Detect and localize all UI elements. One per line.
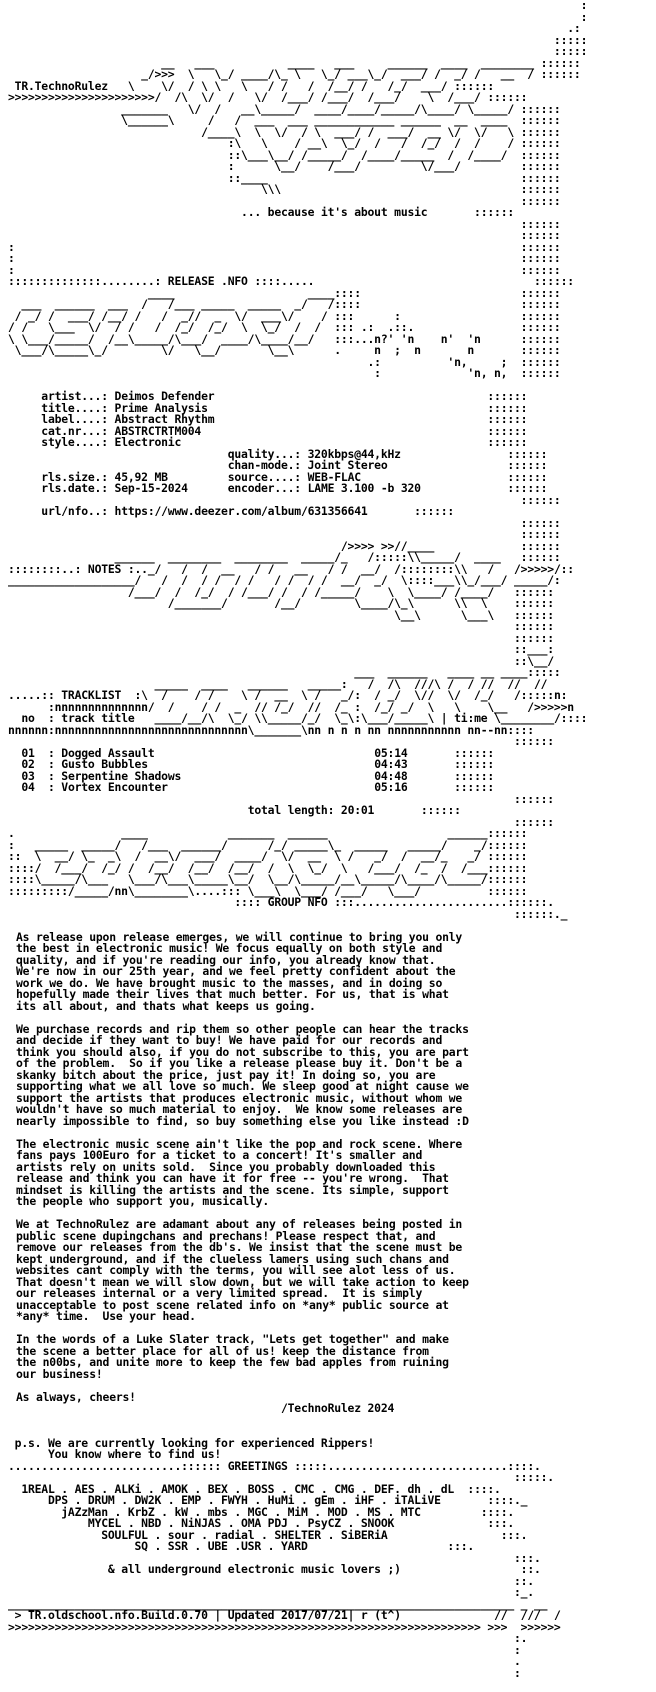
group-nfo-paragraph: The electronic music scene ain't like the pop and rock scene. Where fans pays 100Euro for a ticket to a concert! It's smaller and artists rely on units sold. Since you probably downloaded this release and think you can have it for free -- you're wrong. That mindset is killing the artists and the scene. Its simple, support the people who support you, musically. — [16, 1136, 463, 1208]
section-group-nfo: GROUP NFO — [267, 895, 328, 909]
release-source: WEB-FLAC — [307, 469, 361, 484]
release-size: 45,92 MB — [114, 469, 168, 484]
group-signature: /TechnoRulez 2024 — [280, 1401, 395, 1415]
greetings-line: DPS . DRUM . DW2K . EMP . FWYH . HuMi . gEm . iHF . iTALiVE — [47, 1493, 441, 1507]
track-no: 01 — [21, 745, 35, 760]
release-title: Prime Analysis — [114, 400, 208, 415]
release-url[interactable]: https://www.deezer.com/album/631356641 — [114, 504, 368, 518]
greetings-line: SOULFUL . sour . radial . SHELTER . SiBERiA — [101, 1527, 388, 1542]
release-quality: 320kbps@44,kHz — [307, 446, 401, 461]
release-label: Abstract Rhythm — [114, 412, 215, 426]
tracklist-header: ___ ______ ____ __ ____::::: _____ ____ ______ _____: / /\ ///\ / / // // // .....:: TRACKLIST :\ / / / \ / __ \ / _/: / _/ \// \/ /_/ /:::::n: :nnnnnnnnnnnnnn/ / / / _ // /_/ // /_ : /_/ _/ \ \ \__ />>>>>n no : track title ____/__/\ \_/ \\_____/_/ \_\:\___/_____\ | ti:me \________/:::: nnnnnn:nnnnnnnnnnnnnnnnnnnnnnnnnnnnn\_______\nn n n n nn nnnnnnnnnnn nn--nn:::: :::::: — [8, 665, 588, 748]
footer-updated: Updated 2017/07/21 — [227, 1608, 348, 1622]
footer-bar: ____________________________________________________________________________ _ __ > TR.oldschool.nfo.Build.0.70 | Updated 2017/07/21| r (t^) // /// / >>>>>>>>>>>>>>>>>>>>>>>>>>>>>>>>>>>>>>>>>>>>>>>>>>>>>>>>>>>>>>>>>>>>>>> >>> >>>>>> :. : . : — [8, 1596, 561, 1680]
track-time: 05:16 — [374, 780, 408, 794]
group-nfo-paragraph: As always, cheers! — [16, 1389, 136, 1404]
section-notes: NOTES — [87, 561, 122, 576]
tracklist-col-title: track title — [61, 711, 135, 725]
track-title: Dogged Assault — [61, 745, 155, 760]
group-nfo-header: . ____ _______ ______ ______:::::: : _____ _____/ /___ ______/ /_/ _____\_ _____ _____/ _/:::::: :: \ __/ \_ _\ / __\/ ___/ ____/ \/ __ \ / _/ / __/_ _/ :::::: ::::/ /___/ /_/ / /__/ /__/ /__/ / \ \_/ \ /___/ /_ / /___:::::: ::::\_____/\___ \___/\___\_____\__/ \__/\_____/__\_____/\____/\_____/:::::: :::::::::/_____/nn\________\....::: \___\ \___/ /___/ \___/ :::::: :::: GROUP NFO :::.......................::::::. ::::::._ — [8, 826, 568, 921]
release-encoder: LAME 3.100 -b 320 — [307, 481, 421, 495]
track-title: Vortex Encounter — [61, 780, 168, 794]
greetings-header: ..........................:::::: GREETINGS :::::...........................::::. :::::. — [8, 1458, 554, 1484]
greetings-list: 1REAL . AES . ALKi . AMOK . BEX . BOSS . CMC . CMG . DEF. dh . dL ::::. DPS . DRUM . DW2K . EMP . FWYH . HuMi . gEm . iHF . iTALiVE ::::._ jAZzMan . KrbZ . kW . mbs . MGC . MiM . MOD . MS . MTC ::::. MYCEL . NBD . NiNJAS . OMA PDJ . PsyCZ . SNOOK :::. SOULFUL . sour . radial . SHELTER . SiBERiA :::. SQ . SSR . UBE .USR . YARD :::. :::. & all underground electronic music lovers ;) ::. ::. :_. — [21, 1481, 541, 1599]
greetings-line: SQ . SSR . UBE .USR . YARD — [134, 1539, 308, 1553]
ps-line-2: You know where to find us! — [47, 1447, 222, 1461]
release-chan-mode: Joint Stereo — [307, 458, 388, 472]
greetings-line: MYCEL . NBD . NiNJAS . OMA PDJ . PsyCZ . SNOOK — [87, 1516, 395, 1530]
footer-mark: r (t^) — [360, 1608, 401, 1622]
track-time: 04:43 — [374, 757, 408, 771]
group-nfo-paragraph: We at TechnoRulez are adamant about any of releases being posted in public scene dupingchans and prechans! Please respect that, and remove our releases from the db's. We insist that the scene must be kept underground, and if the clueless lamers using such chans and websites cant comply with the terms, you will see alot less of us. That doesn't mean we will slow down, but we will take action to keep our releases internal or a very limited spread. It is simply unacceptable to post scene related info on *any* public source at *any* time. Use your head. — [16, 1217, 469, 1323]
total-length-label: total length: — [247, 803, 335, 817]
track-title: Gusto Bubbles — [61, 757, 148, 771]
group-tag: TR.TechnoRulez — [14, 78, 108, 93]
group-nfo-paragraph: As release upon release emerges, we will continue to bring you only the best in electronic music! We focus equally on both style and quality, and if you're reading our info, you already know that. We're now in our 25th year, and we feel pretty confident about the work we do. We have brought music to the masses, and in doing so hopefully made their lives that much better. For us, that is what its all about, and thats what keeps us going. — [16, 929, 463, 1013]
track-no: 03 — [21, 768, 35, 783]
track-time: 04:48 — [374, 768, 408, 783]
release-date: Sep-15-2024 — [114, 481, 188, 495]
release-nfo-header: : :::::: : :::::: : :::::: ::::::::::::::........: RELEASE .NFO ::::..... :::::: ____ ____:::: :::::: ___ ______ ___ / /___ _____ _____ _/ /:::: :::::: / _/ / ___/ /__/ / / _// _ \/ ___\/ / ::: : :::::: / / \___ \/ / / / /_/ /_/ \ \_/ / / ::: .: .::. :::::: \ \___/_____/ /__\_____/\___/ ____/\____/__/ :::...n?' 'n n' 'n :::::: \___/\_____\_/ \/ \__/ \__\ . n ; n n :::::: .: 'n, ; :::::: : 'n, n, :::::: — [8, 239, 574, 380]
section-release-nfo: RELEASE .NFO — [167, 274, 248, 288]
track-time: 05:14 — [374, 745, 408, 760]
tracklist-table: 01 : Dogged Assault 05:14 :::::: 02 : Gusto Bubbles 04:43 :::::: 03 : Serpentine Shadows 04:48 :::::: 04 : Vortex Encounter 05:16 :::::: :::::: total length: 20:01 :::::: :::::: — [21, 745, 554, 829]
nfo-document: : : .: ::::: ::::: __ ___ ____ ___ ______ ____ ________ :::::: _/>>> \ \_/ ____/\_ \ \_/ ___\_/ ___/ / _/ / __ / :::::: TR.TechnoRulez \ \/ / \ \ \ / / / /__/ / /_/ ___/ :::::: >>>>>>>>>>>>>>>>>>>>>>/ /\ \/ / \/ /___/ /___/ /___/ \ /___/ :::::: _______ \/ / __\_____/ ____/____/_____/\____/ \_____/ :::::: \______\ / / ___ ___ ____________ ______ __ ____ :::::: /____\ \ \/ / \ ___/ / ___/ __ \/ \/ \ :::::: :\ \ / __\ \_/ / / /_/ / / / :::::: ::\___\__/ /_____/ /____/_____ / /____/ :::::: : \__/ /___/ \/___/ :::::: ::____ :::::: \\\ :::::: :::::: ... because it's about music :::::: :::::: :::::: : :::::: : :::::: : :::::: ::::::::::::::........: RELEASE .NFO ::::..... :::::: ____ ____:::: :::::: ___ ______ ___ / /___ _____ _____ _/ /:::: :::::: / _/ / ___/ /__/ / / _// _ \/ ___\/ / ::: : :::::: / / \___ \/ / / / /_/ /_/ \ \_/ / / ::: .: .::. :::::: \ \___/_____/ /__\_____/\___/ ____/\____/__/ :::...n?' 'n n' 'n :::::: \___/\_____\_/ \/ \__/ \__\ . n ; n n :::::: .: 'n, ; :::::: : 'n, n, :::::: artist...: Deimos Defender :::::: title....: Prime Analysis :::::: label....: Abstract Rhythm :::::: cat.nr...: ABSTRCTRTM004 :::::: style....: Electronic :::::: quality...: 320kbps@44,kHz :::::: chan-mode.: Joint Stereo :::::: rls.size.: 45,92 MB source....: WEB-FLAC :::::: rls.date.: Sep-15-2024 encoder...: LAME 3.100 -b 320 :::::: :::::: url/nfo..: https://www.deezer.com/album/631356641 :::::: :::::: :::::: />>>> >>//____ :::::: ______ ________ ________ _____/_ /:::::\\_____/ ____ :::::: ::::::::..: NOTES :.._/ / / __ / / __ / / __/ /::::::::\\ / />>>>>/:: ___________________/ / / / / / / / / / / __/ _/ \::::___\\_/___/ _____/: /___/ / /_/ / /___/ / / /_____/ \ \____/ /____/ :::::: /_______/ /__/ \____/\_\ \\ \ :::::: \__\ \___\ :::::: :::::: :::::: ::___: ::\__/ ___ ______ ____ __ ____::::: _____ ____ ______ _____: / /\ ///\ / / // // // .....:: TRACKLIST :\ / / / \ / __ \ / _/: / _/ \// \/ /_/ /:::::n: :nnnnnnnnnnnnnn/ / / / _ // /_/ // /_ : /_/ _/ \ \ \__ />>>>>n no : track title ____/__/\ \_/ \\_____/_/ \_\:\___/_____\ | ti:me \________/:::: nnnnnn:nnnnnnnnnnnnnnnnnnnnnnnnnnnnn\_______\nn n n n nn nnnnnnnnnnn nn--nn:::: :::::: 01 : Dogged Assault 05:14 :::::: 02 : Gusto Bubbles 04:43 :::::: 03 : Serpentine Shadows 04:48 :::::: 04 : Vortex Encounter 05:16 :::::: :::::: total length: 20:01 :::::: :::::: . ____ _______ ______ ______:::::: : _____ _____/ /___ ______/ /_/ _____\_ _____ _____/ _/:::::: :: \ __/ \_ _\ / __\/ ___/ ____/ \/ __ \ / _/ / __/_ _/ :::::: ::::/ /___/ /_/ / /__/ /__/ /__/ / \ \_/ \ /___/ /_ / /___:::::: ::::\_____/\___ \___/\___\_____\__/ \__/\_____/__\_____/\____/\_____/:::::: :::::::::/_____/nn\________\....::: \___\ \___/ /___/ \___/ :::::: :::: GROUP NFO :::.......................::::::. ::::::._ As release upon release emerges, we will continue to bring you only the best in electronic music! We focus equally on both style and quality, and if you're reading our info, you already know that. We're now in our 25th year, and we feel pretty confident about the work we do. We have brought music to the masses, and in doing so hopefully made their lives that much better. For us, that is what its all about, and thats what keeps us going. We purchase records and rip them so other people can hear the tracks and decide if they want to buy! We have paid for our records and think you should also, if you do not subscribe to this, you are part of the problem. So if you like a release please buy it. Don't be a skanky bitch about the price, just pay it! In doing so, you are supporting what we all love so much. We sleep good at night cause we support the artists that produces electronic music, without whom we wouldn't have so much material to enjoy. We know some releases are nearly impossible to find, so buy something else you like instead :D The electronic music scene ain't like the pop and rock scene. Where fans pays 100Euro for a ticket to a concert! It's smaller and artists rely on units sold. Since you probably downloaded this release and think you can have it for free -- you're wrong. That mindset is killing the artists and the scene. Its simple, support the people who support you, musically. We at TechnoRulez are adamant about any of releases being posted in public scene dupingchans and prechans! Please respect that, and remove our releases from the db's. We insist that the scene must be kept underground, and if the clueless lamers using such chans and websites cant comply with the terms, you will see alot less of us. That doesn't mean we will slow down, but we will take action to keep our releases internal or a very limited spread. It is simply unacceptable to post scene related info on *any* public source at *any* time. Use your head. In the words of a Luke Slater track, "Lets get together" and make the scene a better place for all of us! keep the distance from the n00bs, and unite more to keep the few bad apples from ruining our business! As always, cheers! /TechnoRulez 2024 p.s. We are currently looking for experienced Rippers! You know where to find us! ..........................:::::: GREETINGS :::::...........................::::. :::::. 1REAL . AES . ALKi . AMOK . BEX . BOSS . CMC . CMG . DEF. dh . dL ::::. DPS . DRUM . DW2K . EMP . FWYH . HuMi . gEm . iHF . iTALiVE ::::._ jAZzMan . KrbZ . kW . mbs . MGC . MiM . MOD . MS . MTC ::::. MYCEL . NBD . NiNJAS . OMA PDJ . PsyCZ . SNOOK :::. SOULFUL . sour . radial . SHELTER . SiBERiA :::. SQ . SSR . UBE .USR . YARD :::. :::. & all underground electronic music lovers ;) ::. ::. :_. ____________________________________________________________________________ _ __ > TR.oldschool.nfo.Build.0.70 | Updated 2017/07/21| r (t^) // /// / >>>>>>>>>>>>>>>>>>>>>>>>>>>>>>>>>>>>>>>>>>>>>>>>>>>>>>>>>>>>>>>>>>>>>>> >>> >>>>>> :. : . : — [8, 0, 648, 1692]
track-title: Serpentine Shadows — [61, 768, 182, 783]
greetings-closing: & all underground electronic music lovers ;) — [107, 1562, 401, 1576]
tracklist-col-time: ti:me — [454, 711, 488, 725]
footer-build: TR.oldschool.nfo.Build.0.70 — [27, 1608, 208, 1622]
section-greetings: GREETINGS — [227, 1458, 288, 1473]
header-ascii-logo: : : .: ::::: ::::: __ ___ ____ ___ ______ ____ ________ :::::: _/>>> \ \_/ ____/\_ \ \_/ ___\_/ ___/ / _/ / __ / :::::: TR.TechnoRulez \ \/ / \ \ \ / / / /__/ / /_/ ___/ :::::: >>>>>>>>>>>>>>>>>>>>>>/ /\ \/ / \/ /___/ /___/ /___/ \ /___/ :::::: _______ \/ / __\_____/ ____/____/_____/\____/ \_____/ :::::: \______\ / / ___ ___ ____________ ______ __ ____ :::::: /____\ \ \/ / \ ___/ / ___/ __ \/ \/ \ :::::: :\ \ / __\ \_/ / / /_/ / / / :::::: ::\___\__/ /_____/ /____/_____ / /____/ :::::: : \__/ /___/ \/___/ :::::: ::____ :::::: \\\ :::::: :::::: — [8, 0, 588, 208]
tracklist-col-no: no — [21, 711, 35, 725]
notes-header: />>>> >>//____ :::::: ______ ________ ________ _____/_ /:::::\\_____/ ____ :::::: ::::::::..: NOTES :.._/ / / __ / / __ / / __/ /::::::::\\ / />>>>>/:: ___________________/ / / / / / / / / / / __/ _/ \::::___\\_/___/ _____/: /___/ / /_/ / /___/ / / /_____/ \ \____/ /____/ :::::: /_______/ /__/ \____/\_\ \\ \ :::::: \__\ \___\ :::::: :::::: :::::: ::___: ::\__/ — [8, 538, 574, 668]
track-no: 02 — [21, 757, 35, 771]
release-style: Electronic — [114, 435, 182, 449]
greetings-line: jAZzMan . KrbZ . kW . mbs . MGC . MiM . MOD . MS . MTC — [61, 1504, 421, 1519]
release-cat-nr: ABSTRCTRTM004 — [114, 423, 202, 438]
release-info-block: artist...: Deimos Defender :::::: title....: Prime Analysis :::::: label....: Abstract Rhythm :::::: cat.nr...: ABSTRCTRTM004 :::::: style....: Electronic :::::: quality...: 320kbps@44,kHz :::::: chan-mode.: Joint Stereo :::::: rls.size.: 45,92 MB source....: WEB-FLAC :::::: rls.date.: Sep-15-2024 encoder...: LAME 3.100 -b 320 :::::: :::::: url/nfo..: https://www.deezer.com/album/631356641 :::::: :::::: :::::: — [8, 389, 561, 541]
group-nfo-text — [8, 929, 648, 1461]
ps-line-1: p.s. We are currently looking for experienced Rippers! — [14, 1435, 375, 1450]
section-tracklist: TRACKLIST — [61, 688, 122, 702]
total-length: 20:01 — [340, 803, 375, 817]
release-artist: Deimos Defender — [114, 389, 215, 403]
group-nfo-paragraph: We purchase records and rip them so other people can hear the tracks and decide if they want to buy! We have paid for our records and think you should also, if you do not subscribe to this, you are part of the problem. So if you like a release please buy it. Don't be a skanky bitch about the price, just pay it! In doing so, you are supporting what we all love so much. We sleep good at night cause we support the artists that produces electronic music, without whom we wouldn't have so much material to enjoy. We know some releases are nearly impossible to find, so buy something else you like instead :D — [16, 1021, 469, 1128]
group-nfo-paragraph: In the words of a Luke Slater track, "Lets get together" and make the scene a better place for all of us! keep the distance from the n00bs, and unite more to keep the few bad apples from ruining our business! — [16, 1332, 449, 1381]
header-tagline: ... because it's about music — [241, 205, 428, 219]
greetings-line: 1REAL . AES . ALKi . AMOK . BEX . BOSS . CMC . CMG . DEF. dh . dL — [21, 1481, 455, 1496]
track-no: 04 — [21, 780, 35, 794]
